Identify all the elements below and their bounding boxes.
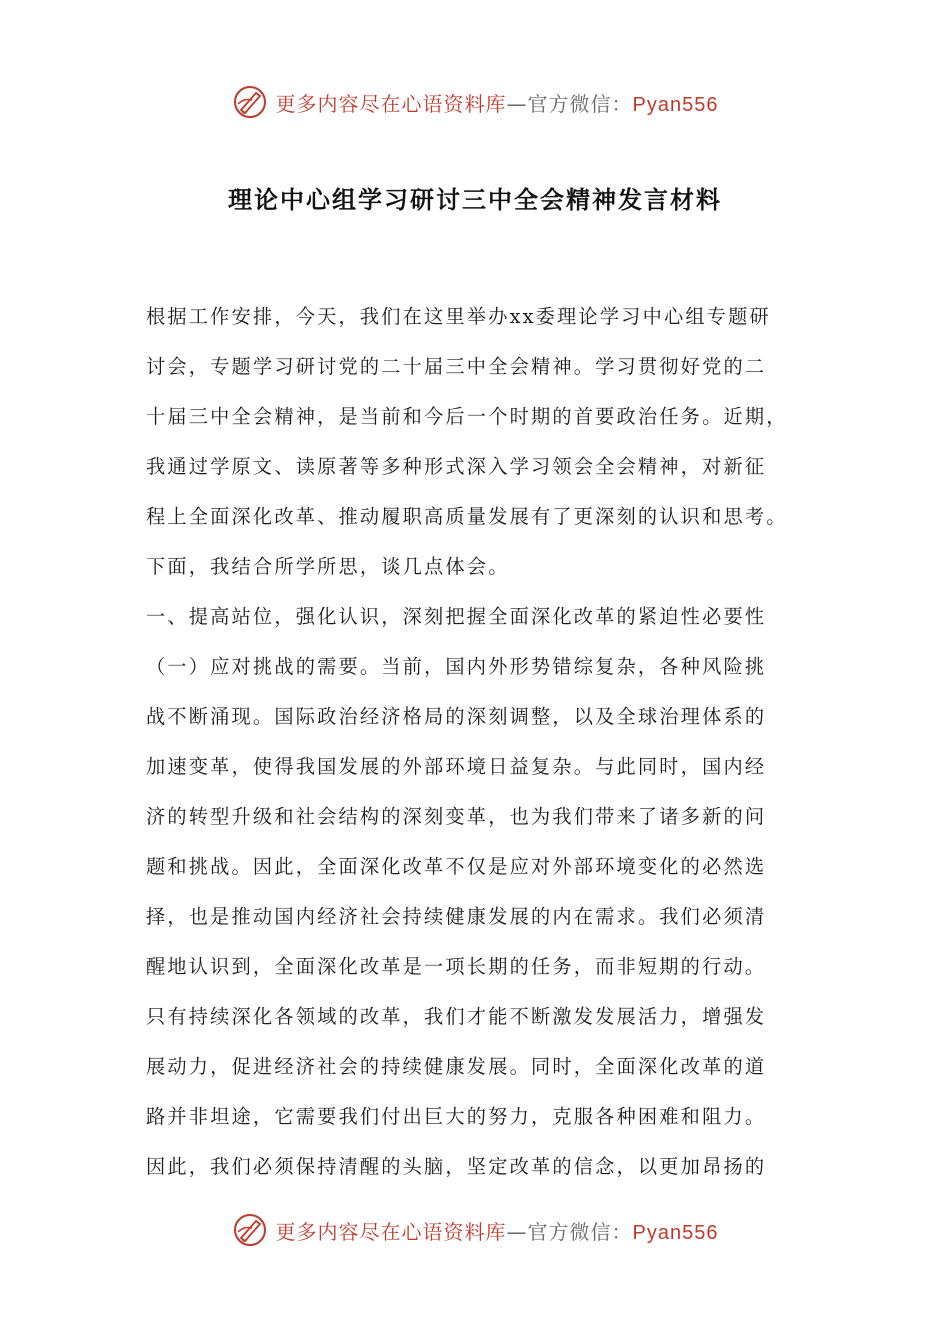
- banner-wechat-label: 官方微信：: [527, 91, 633, 116]
- banner-site-text: 更多内容尽在心语资料库: [275, 1219, 507, 1244]
- body-line: 题和挑战。因此，全面深化改革不仅是应对外部环境变化的必然选: [146, 855, 767, 878]
- body-line: 十届三中全会精神，是当前和今后一个时期的首要政治任务。近期，: [146, 405, 788, 428]
- banner-separator: —: [506, 1219, 528, 1244]
- banner-wechat-id: Pyan556: [632, 93, 719, 116]
- banner-wechat-id: Pyan556: [632, 1221, 719, 1244]
- document-title: 理论中心组学习研讨三中全会精神发言材料: [228, 186, 722, 214]
- body-line: 程上全面深化改革、推动履职高质量发展有了更深刻的认识和思考。: [146, 505, 788, 528]
- body-line: 下面，我结合所学所思，谈几点体会。: [146, 555, 510, 578]
- body-line: 择，也是推动国内经济社会持续健康发展的内在需求。我们必须清: [146, 905, 767, 928]
- footer-banner: [0, 1208, 950, 1252]
- body-line: 我通过学原文、读原著等多种形式深入学习领会全会精神，对新征: [146, 455, 767, 478]
- pen-logo-icon: [232, 1212, 268, 1248]
- banner-separator: —: [506, 91, 528, 116]
- body-line: 加速变革，使得我国发展的外部环境日益复杂。与此同时，国内经: [146, 755, 767, 778]
- body-line: 济的转型升级和社会结构的深刻变革，也为我们带来了诸多新的问: [146, 805, 767, 828]
- banner-site-text: 更多内容尽在心语资料库: [275, 91, 507, 116]
- banner-text: [276, 1216, 719, 1245]
- body-line: 路并非坦途，它需要我们付出巨大的努力，克服各种困难和阻力。: [146, 1105, 767, 1128]
- body-line: 展动力，促进经济社会的持续健康发展。同时，全面深化改革的道: [146, 1055, 767, 1078]
- body-line: 战不断涌现。国际政治经济格局的深刻调整，以及全球治理体系的: [146, 705, 767, 728]
- body-line: 醒地认识到，全面深化改革是一项长期的任务，而非短期的行动。: [146, 955, 767, 978]
- body-line: 只有持续深化各领域的改革，我们才能不断激发发展活力，增强发: [146, 1005, 767, 1028]
- header-banner: [0, 80, 950, 124]
- document-body: [146, 292, 816, 1192]
- body-line: 根据工作安排，今天，我们在这里举办xx委理论学习中心组专题研: [146, 305, 771, 328]
- banner-wechat-label: 官方微信：: [527, 1219, 633, 1244]
- section-heading: 一、提高站位，强化认识，深刻把握全面深化改革的紧迫性必要性: [146, 605, 767, 628]
- pen-logo-icon: [232, 84, 268, 120]
- body-line: 讨会，专题学习研讨党的二十届三中全会精神。学习贯彻好党的二: [146, 355, 767, 378]
- body-line: （一）应对挑战的需要。当前，国内外形势错综复杂，各种风险挑: [146, 655, 767, 678]
- body-line: 因此，我们必须保持清醒的头脑，坚定改革的信念，以更加昂扬的: [146, 1155, 767, 1178]
- banner-text: [276, 88, 719, 117]
